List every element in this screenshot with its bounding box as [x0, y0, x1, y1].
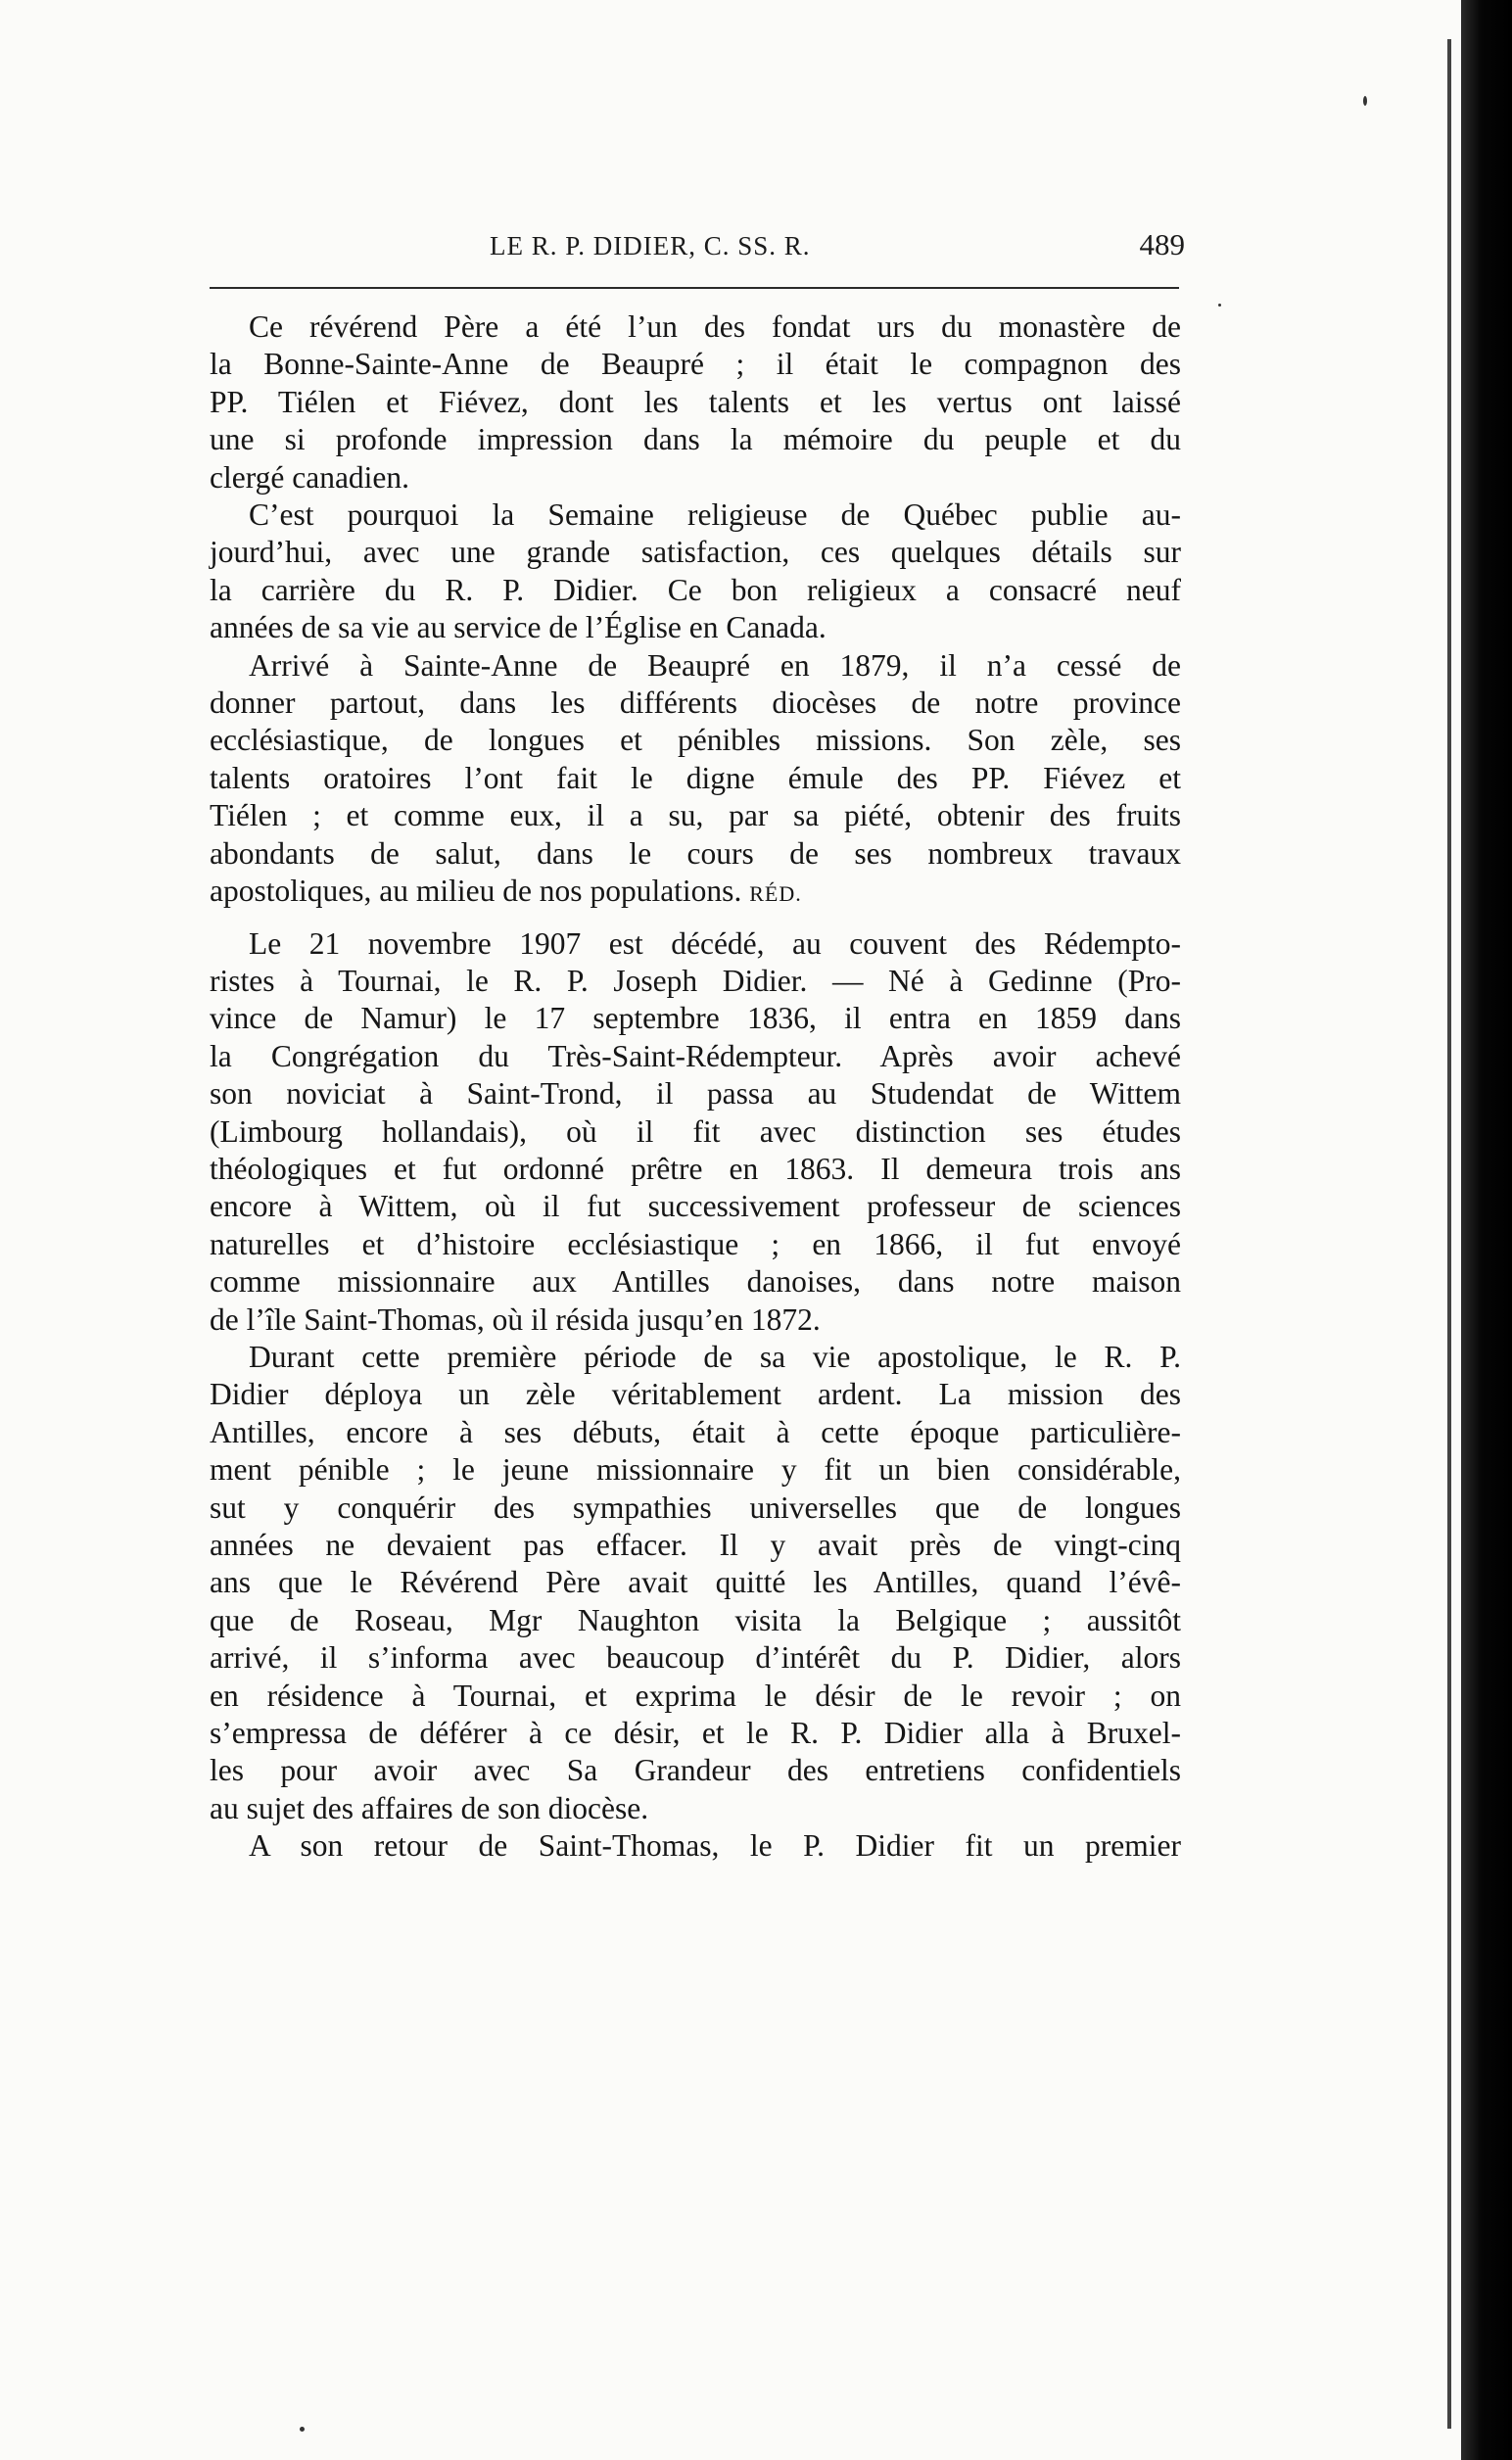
body-text	[210, 308, 1181, 1866]
text-line: années ne devaient pas effacer. Il y avait près de vingt-cinq	[210, 1528, 1181, 1562]
text-line: talents oratoires l’ont fait le digne émule des PP. Fiévez et	[210, 760, 1181, 795]
text-line: sut y conquérir des sympathies universelles que de longues	[210, 1490, 1181, 1525]
text-line: comme missionnaire aux Antilles danoises, dans notre maison	[210, 1264, 1181, 1300]
text-line: Didier déploya un zèle véritablement ardent. La mission des	[210, 1377, 1181, 1412]
text-line: C’est pourquoi la Semaine religieuse de Québec publie au-	[249, 497, 1181, 533]
text-line: ecclésiastique, de longues et pénibles missions. Son zèle, ses	[210, 723, 1181, 758]
text-line: ment pénible ; le jeune missionnaire y fit un bien considérable,	[210, 1452, 1181, 1488]
text-line: la Bonne-Sainte-Anne de Beaupré ; il était le compagnon des	[210, 347, 1181, 382]
text-line: les pour avoir avec Sa Grandeur des entretiens confidentiels	[210, 1753, 1181, 1788]
text-line: jourd’hui, avec une grande satisfaction, ces quelques détails sur	[210, 535, 1181, 570]
scan-speck	[1218, 304, 1221, 307]
text-line: A son retour de Saint-Thomas, le P. Didier fit un premier	[249, 1828, 1181, 1864]
text-line: ristes à Tournai, le R. P. Joseph Didier. — Né à Gedinne (Pro-	[210, 963, 1181, 998]
text-line: que de Roseau, Mgr Naughton visita la Belgique ; aussitôt	[210, 1602, 1181, 1637]
paragraph	[210, 925, 1181, 1339]
text-line: théologiques et fut ordonné prêtre en 1863. Il demeura trois ans	[210, 1151, 1181, 1186]
text-line: s’empressa de déférer à ce désir, et le R. P. Didier alla à Bruxel-	[210, 1716, 1181, 1751]
paragraph	[210, 308, 1181, 497]
text-line: Antilles, encore à ses débuts, était à cette époque particulière-	[210, 1414, 1181, 1449]
text-line: vince de Namur) le 17 septembre 1836, il entra en 1859 dans	[210, 1001, 1181, 1036]
text-line: naturelles et d’histoire ecclésiastique ; en 1866, il fut envoyé	[210, 1226, 1181, 1261]
text-line: Durant cette première période de sa vie apostolique, le R. P.	[249, 1339, 1181, 1374]
page-number: 489	[1139, 227, 1185, 261]
text-line: de l’île Saint-Thomas, où il résida jusqu’en 1872.	[210, 1301, 821, 1337]
paragraph	[210, 1827, 1181, 1865]
text-line	[210, 873, 1181, 913]
text-line: arrivé, il s’informa avec beaucoup d’intérêt du P. Didier, alors	[210, 1640, 1181, 1676]
text-line: en résidence à Tournai, et exprima le désir de le revoir ; on	[210, 1678, 1181, 1713]
text-line: son noviciat à Saint-Trond, il passa au Studendat de Wittem	[210, 1076, 1181, 1112]
scan-border	[1461, 0, 1512, 2460]
text-line: Arrivé à Sainte-Anne de Beaupré en 1879, il n’a cessé de	[249, 647, 1181, 683]
paragraph	[210, 647, 1181, 914]
text-line: PP. Tiélen et Fiévez, dont les talents et les vertus ont laissé	[210, 384, 1181, 419]
text-line: Tiélen ; et comme eux, il a su, par sa piété, obtenir des fruits	[210, 798, 1181, 833]
running-title: LE R. P. DIDIER, C. SS. R.	[490, 231, 811, 260]
editor-signature: RÉD.	[749, 881, 802, 907]
text-line: Le 21 novembre 1907 est décédé, au couvent des Rédempto-	[249, 925, 1181, 961]
scan-speck	[1363, 96, 1367, 106]
text-line: années de sa vie au service de l’Église en Canada.	[210, 610, 827, 645]
text-line: la carrière du R. P. Didier. Ce bon religieux a consacré neuf	[210, 572, 1181, 607]
scan-speck	[300, 2427, 305, 2432]
text-line: au sujet des affaires de son diocèse.	[210, 1790, 649, 1825]
paragraph	[210, 1339, 1181, 1827]
paragraph	[210, 497, 1181, 647]
header-rule	[210, 287, 1179, 289]
text-line-content: apostoliques, au milieu de nos populations.	[210, 874, 742, 909]
text-line: (Limbourg hollandais), où il fit avec distinction ses études	[210, 1113, 1181, 1149]
text-line: Ce révérend Père a été l’un des fondat urs du monastère de	[249, 309, 1181, 344]
text-line: abondants de salut, dans le cours de ses nombreux travaux	[210, 835, 1181, 871]
text-line: la Congrégation du Très-Saint-Rédempteur. Après avoir achevé	[210, 1038, 1181, 1073]
text-line: clergé canadien.	[210, 459, 410, 495]
text-line: donner partout, dans les différents diocèses de notre province	[210, 686, 1181, 721]
text-line: ans que le Révérend Père avait quitté les Antilles, quand l’évê-	[210, 1565, 1181, 1600]
text-line: une si profonde impression dans la mémoire du peuple et du	[210, 422, 1181, 457]
text-line: encore à Wittem, où il fut successivement professeur de sciences	[210, 1189, 1181, 1224]
page-header	[206, 227, 1185, 276]
page-edge-shadow	[1447, 39, 1451, 2429]
